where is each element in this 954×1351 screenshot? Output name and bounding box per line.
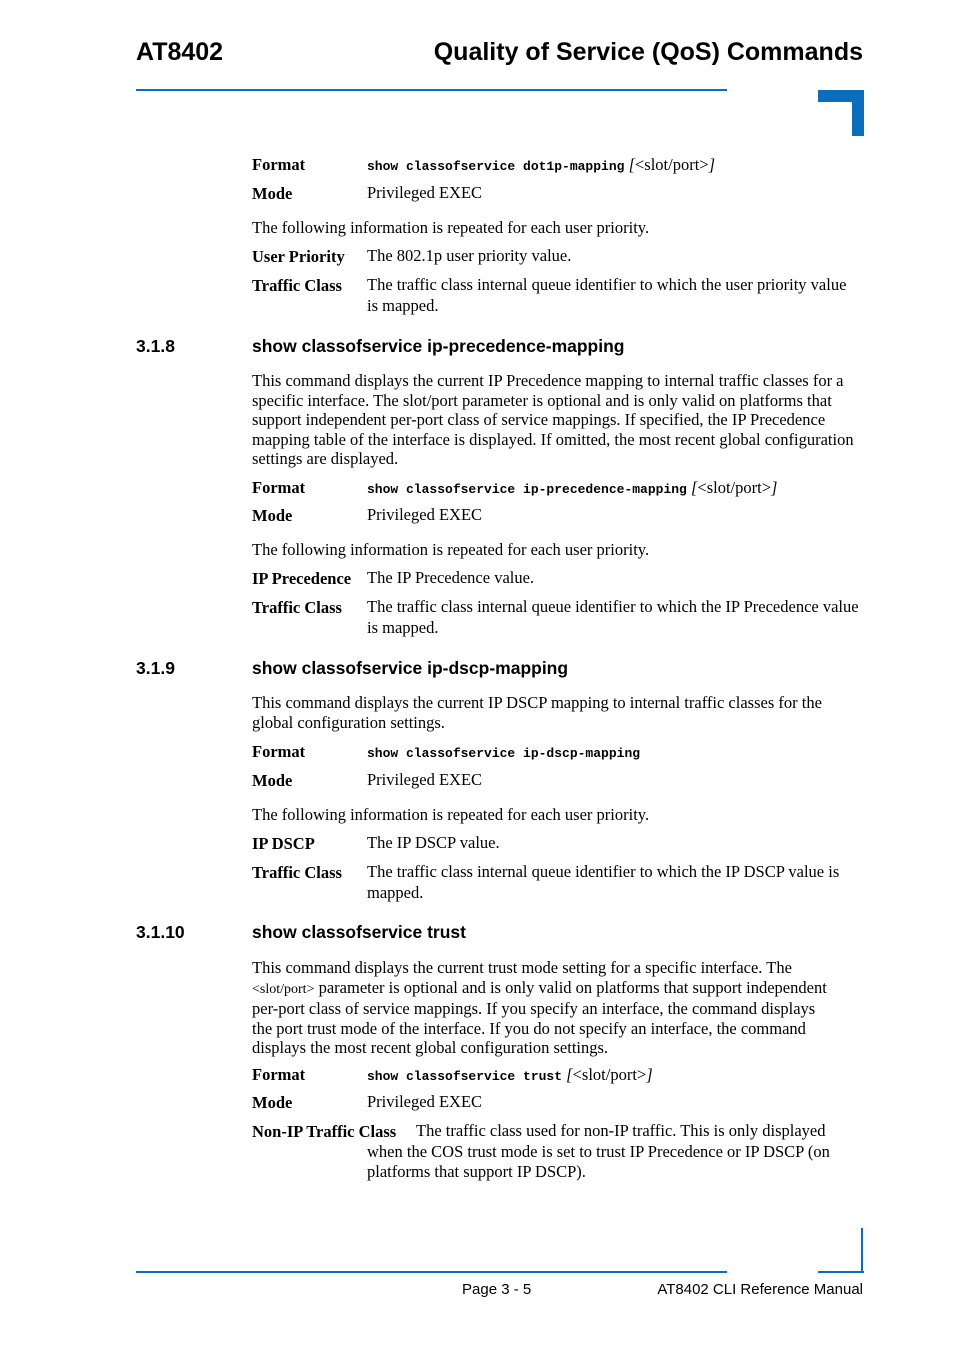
field-desc-non-ip-traffic-class: The traffic class used for non-IP traffic. This is only displayed when the COS trust mode is set to trust IP Precedence or IP DSCP (on platforms that support IP DSCP). bbox=[367, 1121, 830, 1181]
mode-value: Privileged EXEC bbox=[367, 505, 483, 524]
page-number: Page 3 - 5 bbox=[462, 1281, 532, 1298]
field-desc-traffic-class: The traffic class internal queue identifier to which the user priority value is mapped. bbox=[367, 275, 847, 315]
field-label-ip-precedence: IP Precedence bbox=[252, 569, 352, 588]
format-syntax bbox=[367, 1065, 653, 1087]
section-number: 3.1.8 bbox=[136, 336, 175, 356]
section-body bbox=[252, 958, 837, 1058]
field-label-ip-dscp: IP DSCP bbox=[252, 834, 315, 853]
corner-mark-bottom bbox=[861, 1228, 863, 1272]
mode-value: Privileged EXEC bbox=[367, 770, 483, 789]
field-desc-traffic-class: The traffic class internal queue identifier to which the IP DSCP value is mapped. bbox=[367, 862, 840, 902]
bracket-open: [ bbox=[566, 1065, 573, 1084]
footer-rule-corner bbox=[818, 1271, 864, 1273]
field-label-traffic-class: Traffic Class bbox=[252, 598, 342, 617]
command-syntax: show classofservice ip-precedence-mapping bbox=[367, 482, 687, 497]
manual-title: AT8402 CLI Reference Manual bbox=[657, 1281, 863, 1298]
bracket-close: ] bbox=[771, 478, 778, 497]
footer-rule bbox=[136, 1271, 727, 1273]
document-code: AT8402 bbox=[136, 38, 224, 66]
section-title: show classofservice trust bbox=[252, 922, 466, 942]
section-body-start: This command displays the current trust mode setting for a specific interface. The bbox=[252, 958, 792, 977]
mode-label: Mode bbox=[252, 1093, 293, 1112]
slot-port-argument: <slot/port> bbox=[252, 981, 315, 997]
section-body: This command displays the current IP DSCP mapping to internal traffic classes for the global configuration settings. bbox=[252, 693, 822, 732]
section-title: show classofservice ip-precedence-mapping bbox=[252, 336, 625, 356]
command-syntax: show classofservice dot1p-mapping bbox=[367, 159, 625, 174]
mode-value: Privileged EXEC bbox=[367, 1092, 483, 1111]
section-body-rest: parameter is optional and is only valid on platforms that support independent per-port class of service mappings. If you specify an interface, the command displays the port trust mode of the interface. If you do not specify an interface, the command displays the most recent global configuration settings. bbox=[252, 977, 827, 1057]
format-syntax bbox=[367, 742, 640, 764]
format-label: Format bbox=[252, 742, 306, 761]
slot-port-argument: <slot/port> bbox=[635, 155, 709, 174]
mode-label: Mode bbox=[252, 771, 293, 790]
format-label: Format bbox=[252, 155, 306, 174]
chapter-title: Quality of Service (QoS) Commands bbox=[433, 38, 863, 66]
command-syntax: show classofservice trust bbox=[367, 1069, 563, 1084]
field-desc-ip-precedence: The IP Precedence value. bbox=[367, 568, 535, 587]
field-label-non-ip-traffic-class: Non-IP Traffic Class bbox=[252, 1122, 397, 1141]
section-title: show classofservice ip-dscp-mapping bbox=[252, 658, 569, 678]
bracket-close: ] bbox=[646, 1065, 653, 1084]
slot-port-argument: <slot/port> bbox=[697, 478, 772, 497]
format-syntax bbox=[367, 478, 777, 500]
bracket-open: [ bbox=[628, 155, 635, 174]
repeat-intro: The following information is repeated for each user priority. bbox=[252, 540, 650, 559]
slot-port-argument: <slot/port> bbox=[572, 1065, 647, 1084]
field-desc-user-priority: The 802.1p user priority value. bbox=[367, 246, 572, 265]
mode-label: Mode bbox=[252, 506, 293, 525]
repeat-intro: The following information is repeated for each user priority. bbox=[252, 218, 650, 237]
header-rule bbox=[136, 89, 727, 91]
field-desc-ip-dscp: The IP DSCP value. bbox=[367, 833, 500, 852]
corner-mark-top bbox=[818, 90, 864, 136]
format-label: Format bbox=[252, 478, 306, 497]
command-syntax: show classofservice ip-dscp-mapping bbox=[367, 746, 641, 761]
field-label-user-priority: User Priority bbox=[252, 247, 345, 266]
section-number: 3.1.9 bbox=[136, 658, 175, 678]
field-desc-traffic-class: The traffic class internal queue identifier to which the IP Precedence value is mapped. bbox=[367, 597, 859, 637]
repeat-intro: The following information is repeated for each user priority. bbox=[252, 805, 650, 824]
format-syntax bbox=[367, 155, 715, 177]
section-number: 3.1.10 bbox=[136, 922, 185, 942]
bracket-close: ] bbox=[708, 155, 716, 174]
format-label: Format bbox=[252, 1065, 306, 1084]
field-label-traffic-class: Traffic Class bbox=[252, 863, 342, 882]
field-label-traffic-class: Traffic Class bbox=[252, 276, 342, 295]
bracket-open: [ bbox=[690, 478, 698, 497]
mode-value: Privileged EXEC bbox=[367, 183, 483, 202]
mode-label: Mode bbox=[252, 184, 293, 203]
section-body: This command displays the current IP Precedence mapping to internal traffic classes for a specific interface. The slot/port parameter is optional and is only valid on platforms that support independent per-port class of service mappings. If specified, the IP Precedence mapping table of the interface is displayed. If omitted, the most recent global configuration settings are displayed. bbox=[252, 371, 854, 468]
